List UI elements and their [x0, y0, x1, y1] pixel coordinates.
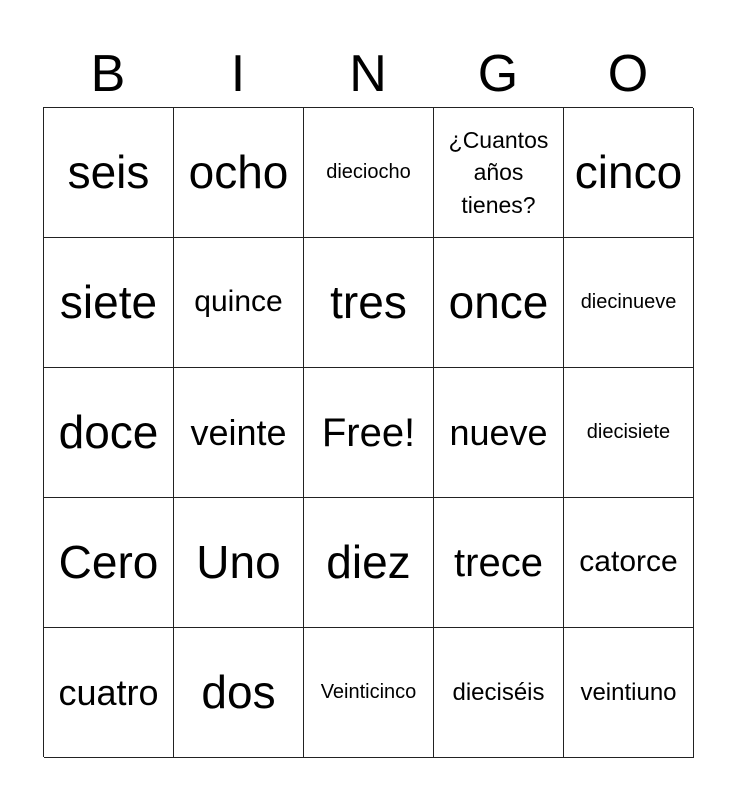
bingo-cell[interactable]: dieciocho	[304, 108, 434, 238]
bingo-cell[interactable]: veinte	[174, 368, 304, 498]
bingo-cell[interactable]: catorce	[564, 498, 694, 628]
bingo-cell[interactable]: veintiuno	[564, 628, 694, 758]
bingo-cell[interactable]: ocho	[174, 108, 304, 238]
header-letter-n: N	[349, 45, 387, 103]
bingo-cell[interactable]: ¿Cuantos años tienes?	[434, 108, 564, 238]
bingo-cell[interactable]: Veinticinco	[304, 628, 434, 758]
bingo-cell[interactable]: Uno	[174, 498, 304, 628]
header-letter-o: O	[607, 45, 649, 103]
header-letter-g: G	[477, 45, 519, 103]
bingo-cell[interactable]: quince	[174, 238, 304, 368]
bingo-cell[interactable]: siete	[44, 238, 174, 368]
bingo-cell[interactable]: diecisiete	[564, 368, 694, 498]
bingo-free-cell[interactable]: Free!	[304, 368, 434, 498]
bingo-cell[interactable]: once	[434, 238, 564, 368]
bingo-header	[43, 44, 693, 104]
bingo-board	[43, 107, 693, 757]
bingo-cell[interactable]: tres	[304, 238, 434, 368]
bingo-cell[interactable]: cuatro	[44, 628, 174, 758]
bingo-cell[interactable]: nueve	[434, 368, 564, 498]
bingo-cell[interactable]: cinco	[564, 108, 694, 238]
bingo-cell[interactable]: trece	[434, 498, 564, 628]
header-letter-i: I	[230, 45, 246, 103]
bingo-cell[interactable]: doce	[44, 368, 174, 498]
bingo-cell[interactable]: diez	[304, 498, 434, 628]
bingo-cell[interactable]: diecinueve	[564, 238, 694, 368]
header-letter-b: B	[90, 45, 126, 103]
bingo-cell[interactable]: seis	[44, 108, 174, 238]
bingo-cell[interactable]: dos	[174, 628, 304, 758]
bingo-cell[interactable]: dieciséis	[434, 628, 564, 758]
bingo-cell[interactable]: Cero	[44, 498, 174, 628]
